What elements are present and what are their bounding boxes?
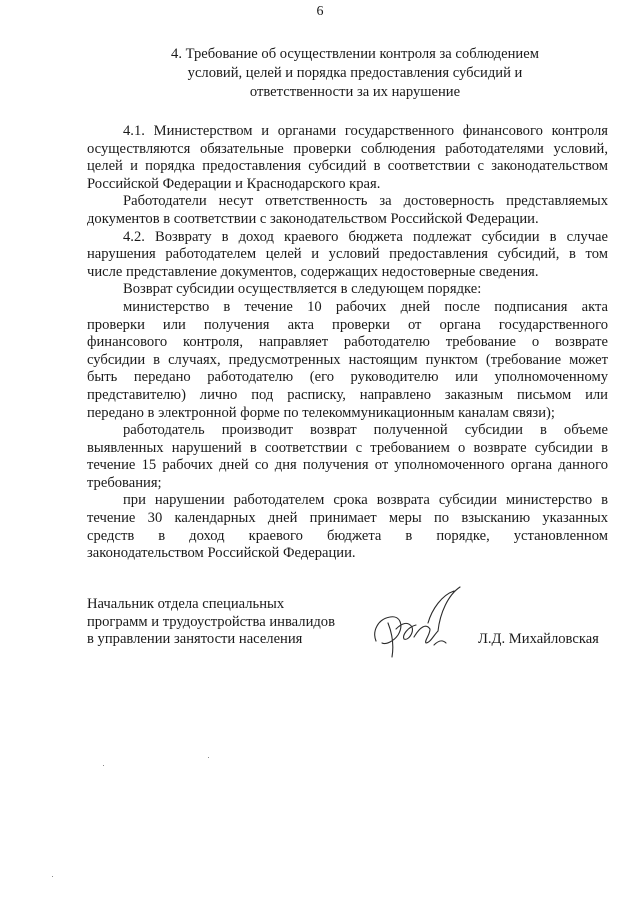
heading-line: условий, целей и порядка предоставления субсидий и	[187, 65, 523, 81]
text-line: финансового контроля, направляет работодателю требование о возврате	[87, 334, 608, 351]
signatory-name: Л.Д. Михайловская	[478, 631, 599, 647]
text-line: Российской Федерации и Краснодарского края.	[87, 175, 381, 192]
paragraph-4-2	[87, 229, 608, 282]
text-line: нарушения работодателем целей и условий предоставления субсидий, в том	[87, 246, 608, 263]
text-line: 4.1. Министерством и органами государственного финансового контроля	[123, 123, 608, 139]
section-heading	[90, 45, 620, 102]
text-line: при нарушении работодателем срока возврата субсидии министерство в	[123, 492, 608, 509]
signatory-position	[87, 596, 387, 649]
text-line: передано в электронной форме по телекоммуникационным каналам связи);	[87, 404, 555, 421]
paragraph-violation	[87, 492, 608, 562]
scan-speck	[52, 876, 53, 877]
text-line: средств в доход краевого бюджета в порядке, установленном	[87, 527, 608, 544]
paragraph-return-order	[87, 281, 608, 299]
scan-speck	[208, 757, 209, 758]
text-line: Возврат субсидии осуществляется в следующем порядке:	[123, 281, 482, 298]
paragraph-employer	[87, 422, 608, 492]
text-line: субсидии в случаях, предусмотренных настоящим пунктом (требование может	[87, 351, 608, 368]
text-line: выявленных нарушений в соответствии с требованием о возврате субсидии в	[87, 439, 608, 456]
position-line: программ и трудоустройства инвалидов	[87, 613, 335, 630]
text-line: течение 15 рабочих дней со дня получения от уполномоченного органа данного	[87, 457, 608, 474]
scan-speck	[103, 765, 104, 766]
text-line: целей и порядка предоставления субсидий в соответствии с законодательством	[87, 158, 608, 175]
text-line: документов в соответствии с законодательством Российской Федерации.	[87, 210, 539, 227]
paragraph-4-1	[87, 123, 608, 193]
text-line: представителю) лично под расписку, направлено заказным письмом или	[87, 386, 608, 403]
document-body	[87, 123, 608, 563]
page-number: 6	[316, 4, 324, 19]
position-line: в управлении занятости населения	[87, 631, 303, 648]
paragraph-responsibility	[87, 193, 608, 228]
text-line: законодательством Российской Федерации.	[87, 545, 356, 562]
heading-line: 4. Требование об осуществлении контроля за соблюдением	[171, 46, 539, 62]
paragraph-ministry	[87, 299, 608, 422]
text-line: 4.2. Возврату в доход краевого бюджета подлежат субсидии в случае	[123, 228, 608, 245]
text-line: течение 30 календарных дней принимает меры по взысканию указанных	[87, 510, 608, 527]
text-line: осуществляются обязательные проверки соблюдения работодателями условий,	[87, 140, 608, 157]
text-line: министерство в течение 10 рабочих дней после подписания акта	[123, 298, 608, 315]
text-line: проверки или получения акта проверки от органа государственного	[87, 316, 608, 333]
handwritten-signature	[368, 583, 468, 661]
heading-line: ответственности за их нарушение	[249, 84, 461, 100]
text-line: числе представление документов, содержащих недостоверные сведения.	[87, 263, 539, 280]
position-line: Начальник отдела специальных	[87, 596, 285, 612]
text-line: работодатель производит возврат полученной субсидии в объеме	[123, 422, 608, 439]
text-line: быть передано работодателю (его руководителю или уполномоченному	[87, 369, 608, 386]
text-line: требования;	[87, 474, 162, 491]
text-line: Работодатели несут ответственность за достоверность представляемых	[123, 193, 608, 210]
